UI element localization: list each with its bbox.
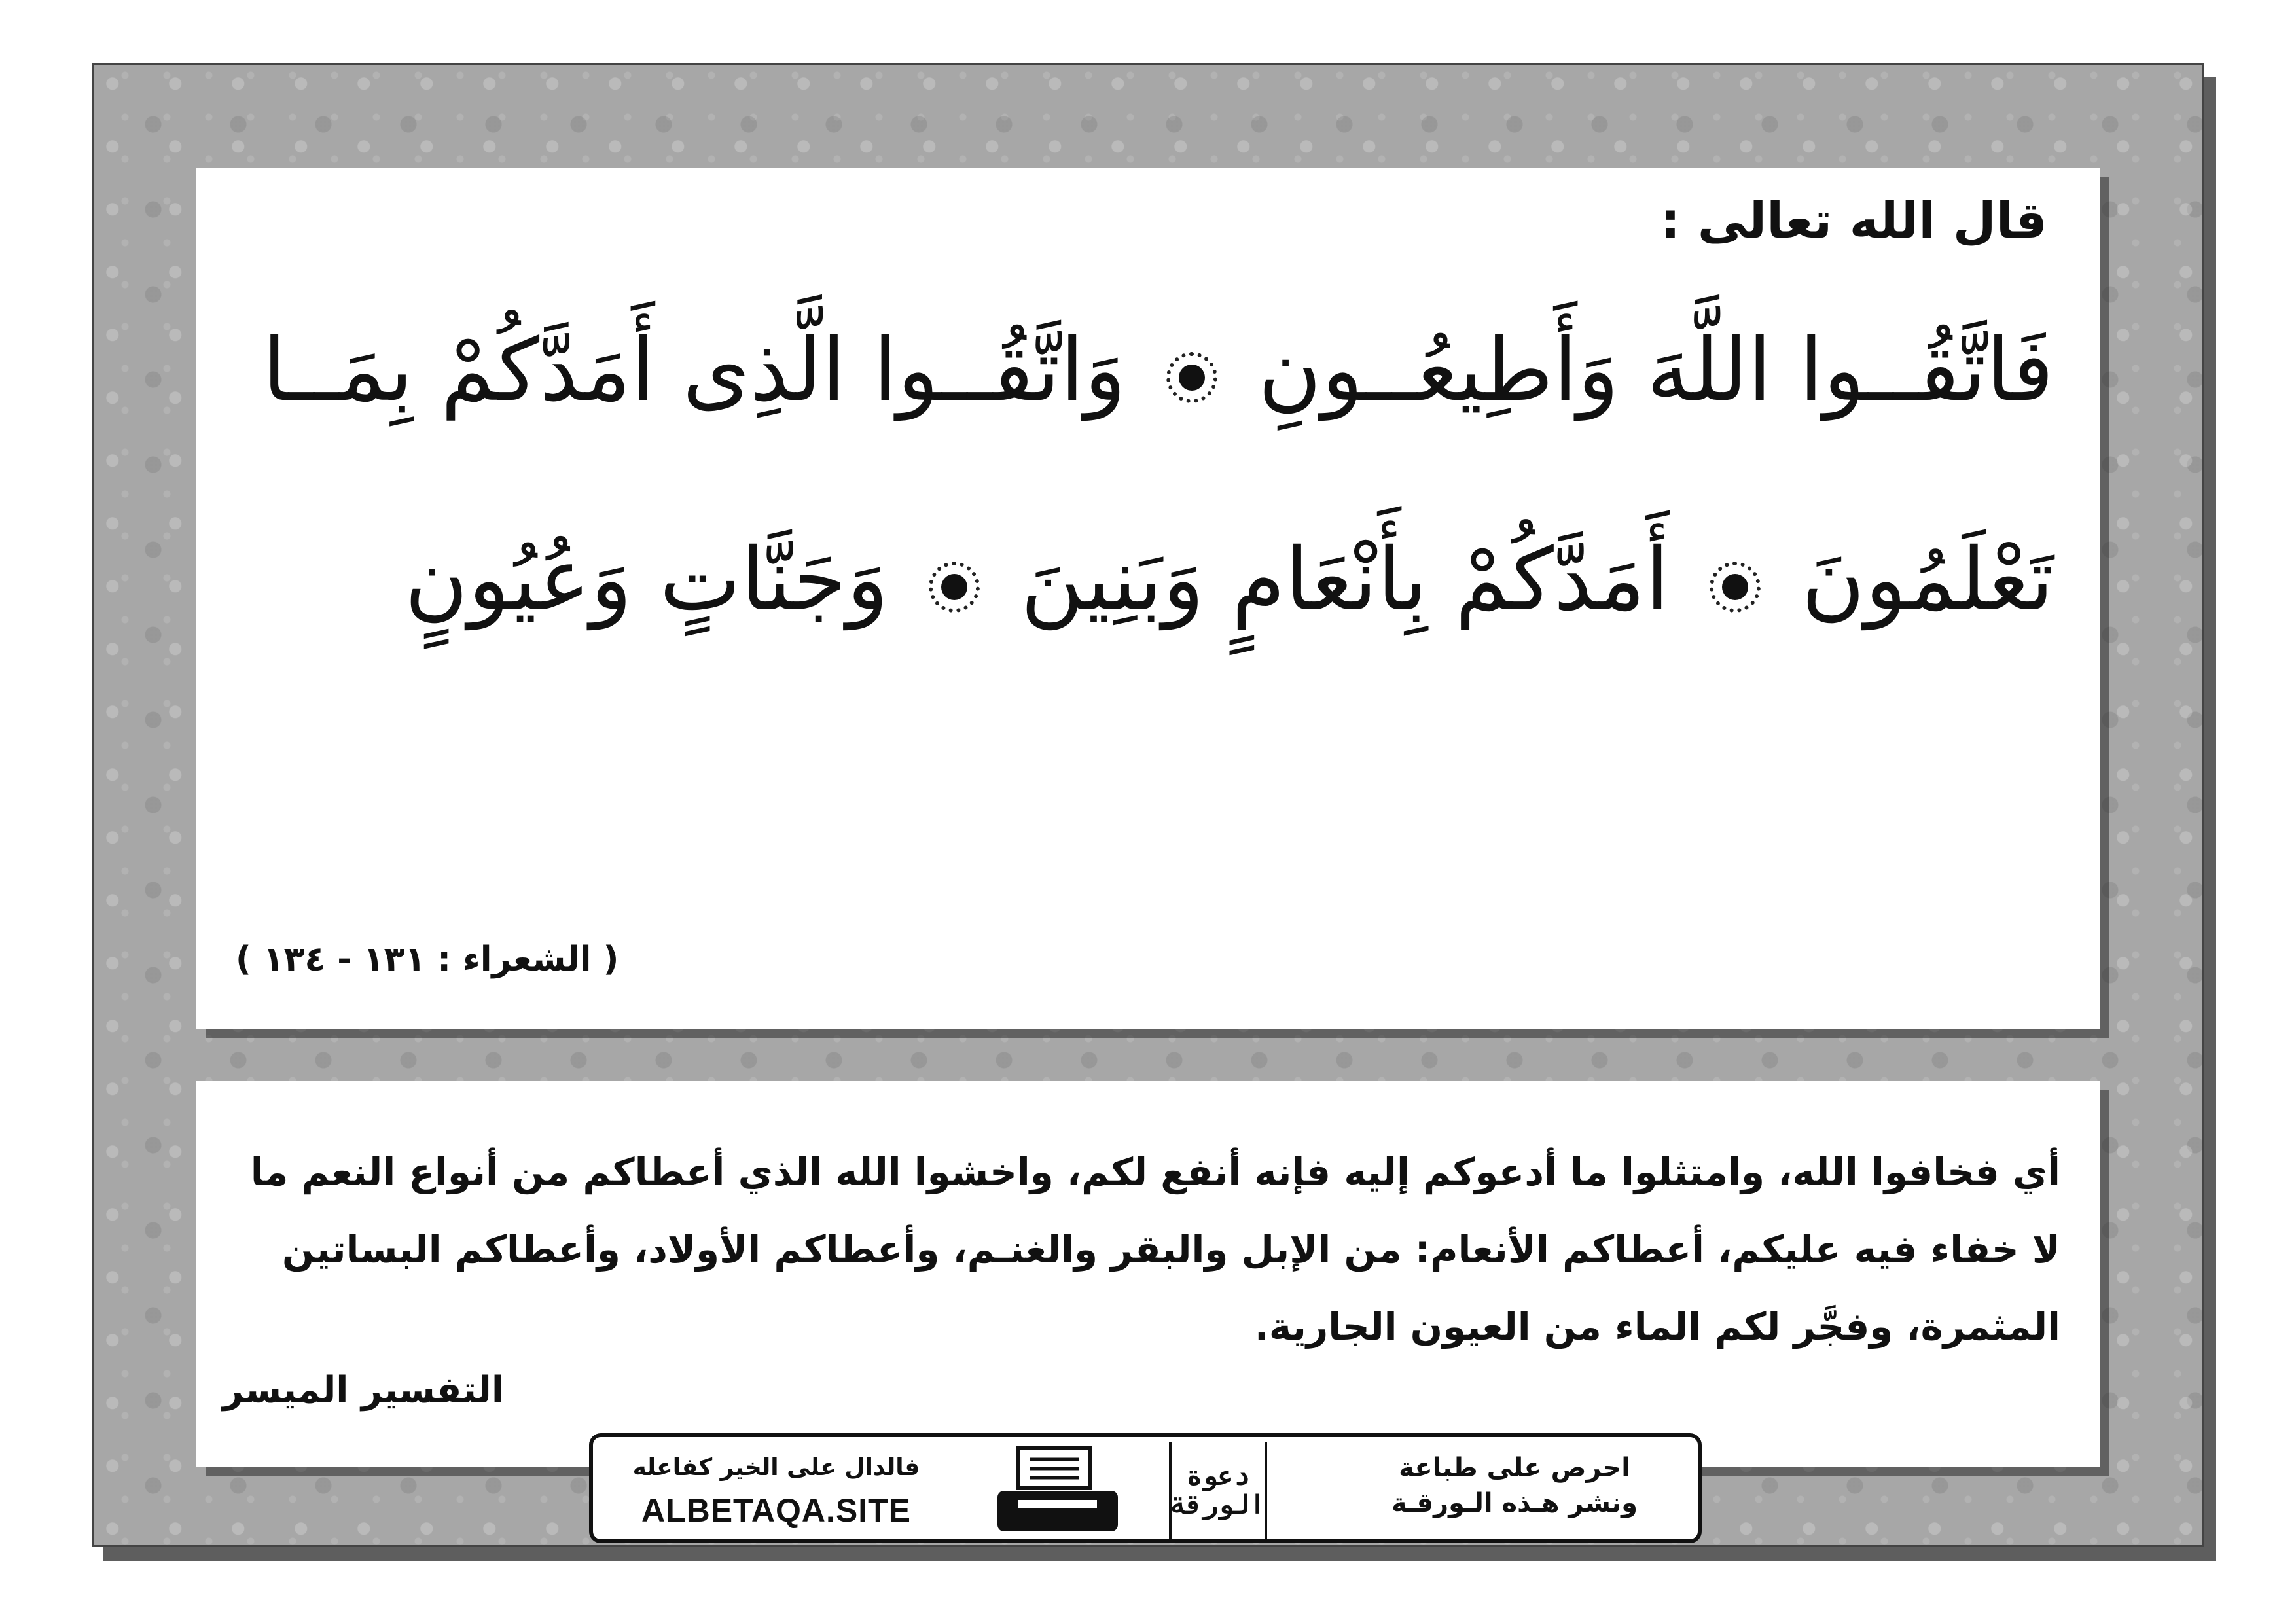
verse-text (260, 266, 2054, 685)
tafsir-source: التفسير الميسر (223, 1369, 505, 1412)
verse-segment: وَجَنَّاتٍ وَعُيُونٍ (404, 529, 889, 630)
ayah-separator-icon (929, 562, 980, 613)
banner-print-note (1331, 1437, 1698, 1539)
ayah-separator-icon (1710, 562, 1761, 613)
intro-heading: قال الله تعالى : (1660, 191, 2047, 249)
tafsir-text: أي فخافوا الله، وامتثلوا ما أدعوكم إليه فإنه أنفع لكم، واخشوا الله الذي أعطاكم من أنواع النعم ما لا خفاء فيه عليكم، أعطاكم الأنعام: من الإبل والبقر والغنـم، وأعطاكم الأولاد، وأعطاكم البساتين المثمرة، وفجَّر لكم الماء من العيون الجارية. (250, 1150, 2060, 1349)
printer-icon (992, 1445, 1123, 1537)
verse-card (196, 168, 2100, 1029)
banner-site-block (593, 1437, 960, 1539)
verse-segment: فَاتَّقُــوا اللَّهَ وَأَطِيعُــونِ (1258, 320, 2054, 421)
logo-line: دعوة (1186, 1461, 1250, 1491)
verse-segment: وَاتَّقُــوا الَّذِى أَمَدَّكُمْ بِمَــا تَعْلَمُونَ (262, 320, 2054, 630)
verse-reference: ( الشعراء : ١٣١ - ١٣٤ ) (236, 940, 619, 979)
banner-site-name: ALBETAQA.SITE (641, 1492, 912, 1529)
verse-segment: أَمَدَّكُمْ بِأَنْعَامٍ وَبَنِينَ (1020, 529, 1670, 630)
ayah-separator-icon (1166, 352, 1217, 403)
logo-line: الورقة (1170, 1490, 1266, 1520)
footer-banner (589, 1433, 1702, 1543)
banner-motto: فالدال على الخير كفاعله (632, 1454, 920, 1481)
tafsir-card (196, 1081, 2100, 1467)
print-note-line1: احرص على طباعة (1399, 1453, 1630, 1483)
print-note-line2: ونشر هـذه الـورقـة (1391, 1488, 1638, 1518)
dawah-logo (1169, 1442, 1267, 1539)
